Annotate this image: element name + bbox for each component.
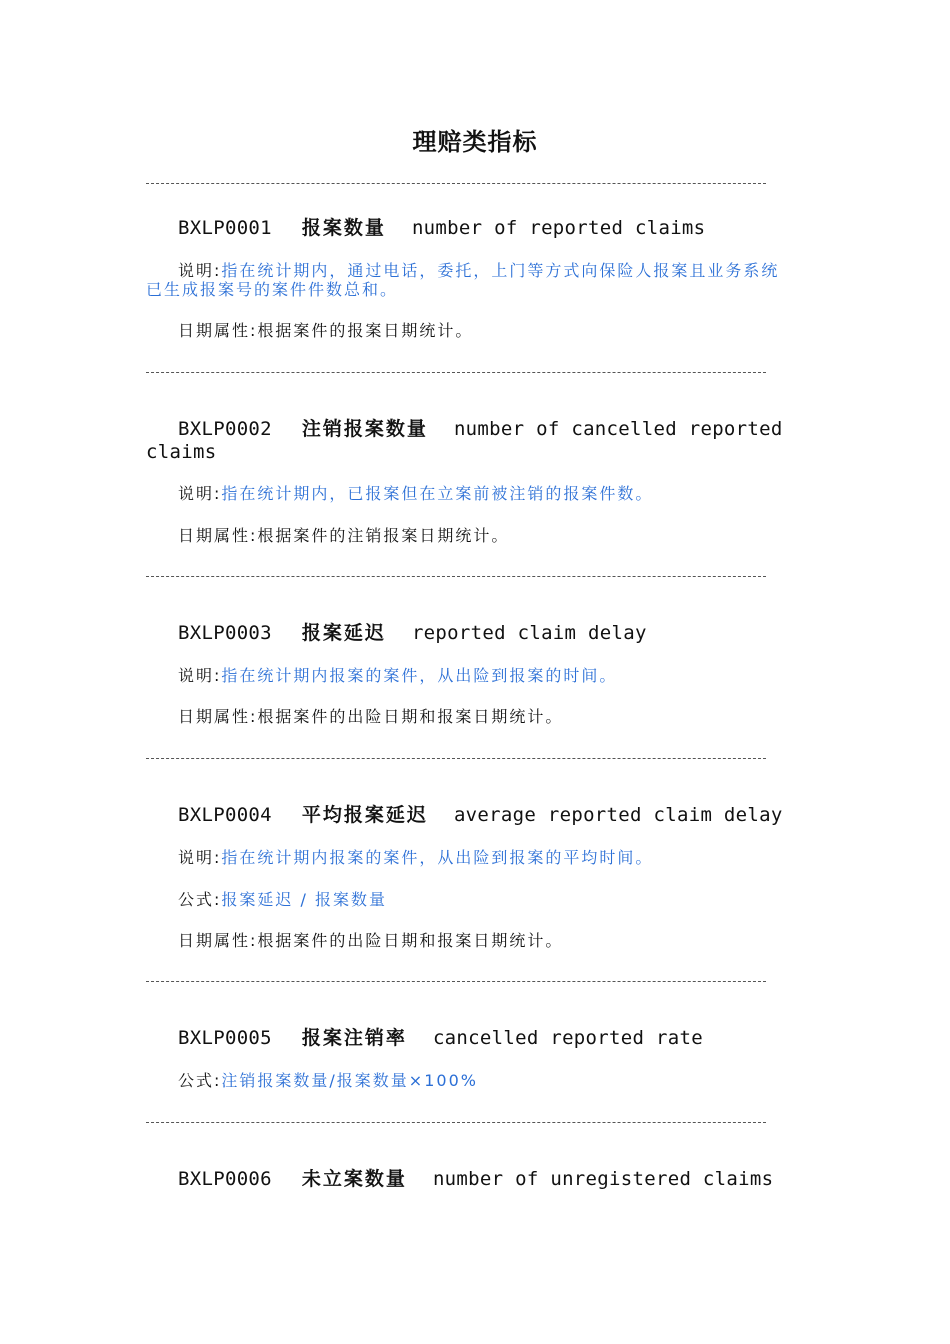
- date-attribute-paragraph: [146, 526, 796, 545]
- formula-label: 公式:: [178, 1071, 222, 1090]
- indicator-code: BXLP0002: [178, 418, 272, 440]
- formula-paragraph: [146, 1071, 796, 1090]
- indicator-heading: [146, 1168, 786, 1191]
- indicator-name-cn: 平均报案延迟: [301, 804, 428, 826]
- indicator-code: BXLP0005: [178, 1027, 272, 1049]
- indicator-name-cn: 报案数量: [301, 217, 386, 239]
- description-text: 指在统计期内，已报案但在立案前被注销的报案件数。: [221, 484, 654, 503]
- date-attribute-text: 根据案件的注销报案日期统计。: [257, 526, 510, 545]
- indicator-code: BXLP0006: [178, 1168, 272, 1190]
- date-attribute-label: 日期属性:: [178, 931, 258, 950]
- formula-paragraph: [146, 890, 796, 909]
- description-paragraph: [146, 848, 796, 867]
- indicator-name-en: reported claim delay: [411, 622, 647, 644]
- date-attribute-text: 根据案件的出险日期和报案日期统计。: [257, 707, 564, 726]
- dashed-separator: [146, 372, 766, 373]
- indicator-name-cn: 未立案数量: [301, 1168, 407, 1190]
- formula-label: 公式:: [178, 890, 222, 909]
- indicator-code: BXLP0001: [178, 217, 272, 239]
- date-attribute-paragraph: [146, 931, 796, 950]
- dashed-separator: [146, 758, 766, 759]
- page-title: 理赔类指标: [412, 127, 538, 156]
- description-paragraph: [146, 484, 796, 503]
- date-attribute-label: 日期属性:: [178, 707, 258, 726]
- description-paragraph: [146, 666, 796, 685]
- description-label: 说明:: [178, 261, 222, 280]
- description-paragraph: [146, 261, 796, 299]
- indicator-name-en: number of reported claims: [411, 217, 706, 239]
- indicator-name-cn: 报案注销率: [301, 1027, 407, 1049]
- indicator-name-en: number of unregistered claims: [432, 1168, 774, 1190]
- indicator-name-cn: 注销报案数量: [301, 418, 428, 440]
- description-text: 指在统计期内报案的案件，从出险到报案的平均时间。: [221, 848, 654, 867]
- indicator-code: BXLP0004: [178, 804, 272, 826]
- formula-text: 注销报案数量/报案数量×100%: [221, 1071, 478, 1090]
- description-label: 说明:: [178, 666, 222, 685]
- date-attribute-text: 根据案件的报案日期统计。: [257, 321, 474, 340]
- indicator-heading: [146, 418, 786, 464]
- dashed-separator: [146, 183, 766, 184]
- description-text: 指在统计期内报案的案件，从出险到报案的时间。: [221, 666, 618, 685]
- indicator-name-en: average reported claim delay: [453, 804, 783, 826]
- description-label: 说明:: [178, 484, 222, 503]
- formula-text: 报案延迟 / 报案数量: [221, 890, 387, 909]
- description-text: 指在统计期内，通过电话，委托，上门等方式向保险人报案且业务系统已生成报案号的案件件数总和。: [146, 261, 780, 299]
- date-attribute-label: 日期属性:: [178, 526, 258, 545]
- date-attribute-text: 根据案件的出险日期和报案日期统计。: [257, 931, 564, 950]
- indicator-heading: [146, 217, 786, 240]
- indicator-heading: [146, 804, 786, 827]
- indicator-heading: [146, 1027, 786, 1050]
- indicator-heading: [146, 622, 786, 645]
- indicator-code: BXLP0003: [178, 622, 272, 644]
- dashed-separator: [146, 576, 766, 577]
- date-attribute-label: 日期属性:: [178, 321, 258, 340]
- dashed-separator: [146, 1122, 766, 1123]
- indicator-name-en: number of cancelled reported claims: [146, 418, 783, 463]
- indicator-name-cn: 报案延迟: [301, 622, 386, 644]
- dashed-separator: [146, 981, 766, 982]
- description-label: 说明:: [178, 848, 222, 867]
- indicator-name-en: cancelled reported rate: [432, 1027, 703, 1049]
- date-attribute-paragraph: [146, 321, 796, 340]
- date-attribute-paragraph: [146, 707, 796, 726]
